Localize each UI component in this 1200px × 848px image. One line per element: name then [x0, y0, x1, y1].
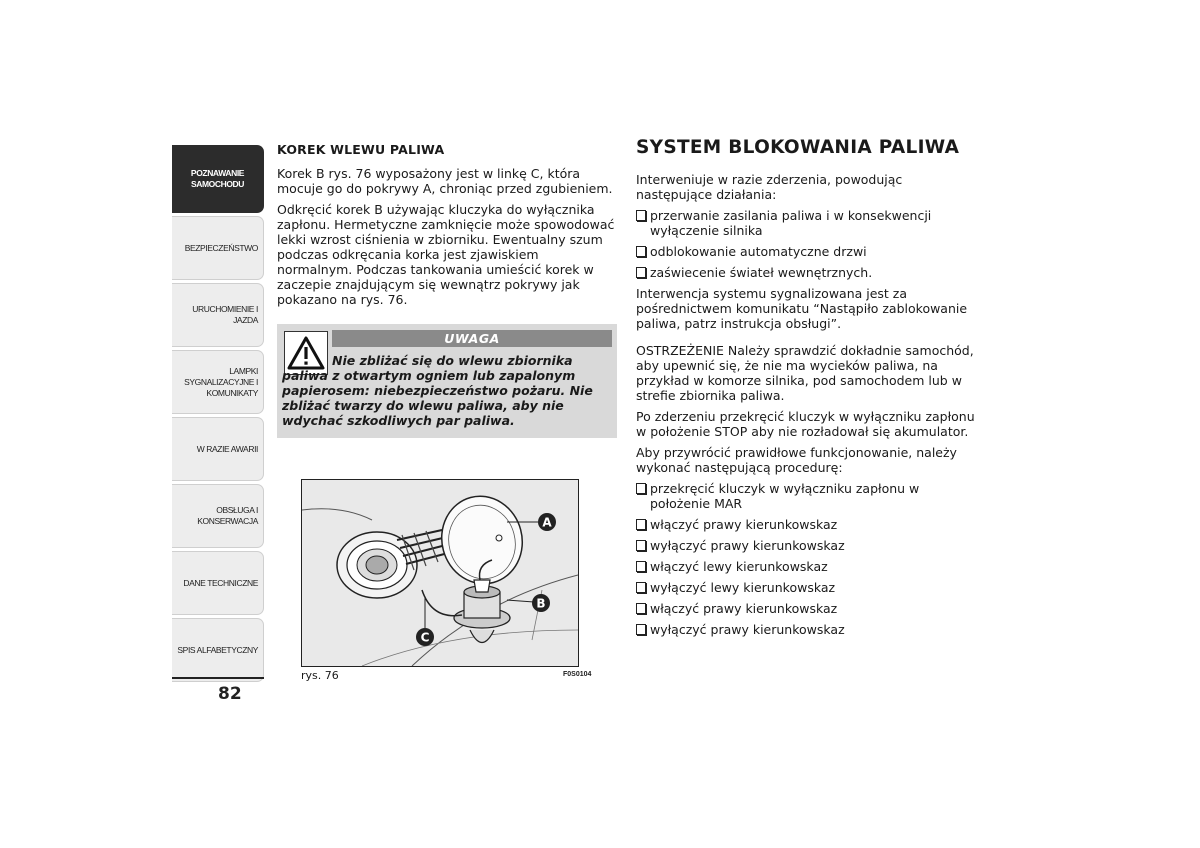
checkbox-bullet-icon	[636, 582, 646, 593]
list-item: przerwanie zasilania paliwa i w konsekwencji wyłączenie silnika	[636, 208, 981, 238]
warning-text: Nie zbliżać się do wlewu zbiornika paliwa z otwartym ogniem lub zapalonym papierosem: niebezpieczeństwo pożaru. Nie zbliżać twarzy do wlewu paliwa, aby nie wdychać szkodliwych par paliwa.	[282, 353, 593, 428]
checkbox-bullet-icon	[636, 246, 646, 257]
checkbox-bullet-icon	[636, 603, 646, 614]
list-item: wyłączyć prawy kierunkowskaz	[636, 622, 981, 637]
label-c: C	[420, 630, 430, 645]
fuel-cap-section	[277, 142, 617, 313]
label-b: B	[536, 596, 546, 611]
checkbox-bullet-icon	[636, 561, 646, 572]
paragraph: Aby przywrócić prawidłowe funkcjonowanie, należy wykonać następującą procedurę:	[636, 445, 957, 475]
list-item: odblokowanie automatyczne drzwi	[636, 244, 981, 259]
checkbox-bullet-icon	[636, 624, 646, 635]
warning-box	[277, 324, 617, 438]
list-item: zaświecenie świateł wewnętrznych.	[636, 265, 981, 280]
tab-spis-alfabetyczny[interactable]: SPIS ALFABETYCZNY	[172, 618, 264, 682]
list-item: włączyć lewy kierunkowskaz	[636, 559, 981, 574]
paragraph: OSTRZEŻENIE Należy sprawdzić dokładnie samochód, aby upewnić się, że nie ma wycieków paliwa, na przykład w komorze silnika, pod samochodem lub w strefie zbiornika paliwa.	[636, 343, 974, 403]
checkbox-bullet-icon	[636, 267, 646, 278]
label-a: A	[542, 515, 552, 530]
figure-caption: rys. 76	[301, 669, 339, 682]
checkbox-bullet-icon	[636, 540, 646, 551]
list-item: wyłączyć lewy kierunkowskaz	[636, 580, 981, 595]
paragraph: Korek B rys. 76 wyposażony jest w linkę C, która mocuje go do pokrywy A, chroniąc przed zgubieniem.	[277, 166, 613, 196]
paragraph: Odkręcić korek B używając kluczyka do wyłącznika zapłonu. Hermetyczne zamknięcie może spowodować lekki wzrost ciśnienia w zbiorniku. Ewentualny szum podczas odkręcania korka jest zjawiskiem normalnym. Podczas tankowania umieścić korek w zaczepie znajdującym się wewnątrz pokrywy jak pokazano na rys. 76.	[277, 202, 615, 307]
checkbox-bullet-icon	[636, 483, 646, 494]
fuel-cutoff-section	[636, 137, 981, 643]
page-number: 82	[218, 684, 242, 704]
checkbox-bullet-icon	[636, 210, 646, 221]
list-item: włączyć prawy kierunkowskaz	[636, 517, 981, 532]
tab-bezpieczenstwo[interactable]: BEZPIECZEŃSTWO	[172, 216, 264, 280]
tab-obsluga-i-konserwacja[interactable]: OBSŁUGA I KONSERWACJA	[172, 484, 264, 548]
tab-uruchomienie-i-jazda[interactable]: URUCHOMIENIE I JAZDA	[172, 283, 264, 347]
tab-lampki-sygnalizacyjne[interactable]: LAMPKI SYGNALIZACYJNE I KOMUNIKATY	[172, 350, 264, 414]
list-item: włączyć prawy kierunkowskaz	[636, 601, 981, 616]
paragraph: Interwencja systemu sygnalizowana jest za pośrednictwem komunikatu “Nastąpiło zablokowanie paliwa, patrz instrukcja obsługi”.	[636, 286, 968, 331]
chapter-tabs	[172, 145, 264, 685]
fuel-cap-illustration	[301, 479, 579, 667]
figure-code: F0S0104	[563, 671, 592, 678]
paragraph: Po zderzeniu przekręcić kluczyk w wyłączniku zapłonu w położenie STOP aby nie rozładował się akumulator.	[636, 409, 975, 439]
paragraph: Interweniuje w razie zderzenia, powodując następujące działania:	[636, 172, 903, 202]
tabs-divider	[172, 677, 264, 679]
section-heading: KOREK WLEWU PALIWA	[277, 142, 445, 157]
warning-title: UWAGA	[332, 330, 612, 347]
tab-dane-techniczne[interactable]: DANE TECHNICZNE	[172, 551, 264, 615]
list-item: przekręcić kluczyk w wyłączniku zapłonu w położenie MAR	[636, 481, 981, 511]
page-title: SYSTEM BLOKOWANIA PALIWA	[636, 137, 960, 158]
tab-w-razie-awarii[interactable]: W RAZIE AWARII	[172, 417, 264, 481]
list-item: wyłączyć prawy kierunkowskaz	[636, 538, 981, 553]
tab-poznawanie-samochodu[interactable]: POZNAWANIE SAMOCHODU	[172, 145, 264, 213]
checkbox-bullet-icon	[636, 519, 646, 530]
